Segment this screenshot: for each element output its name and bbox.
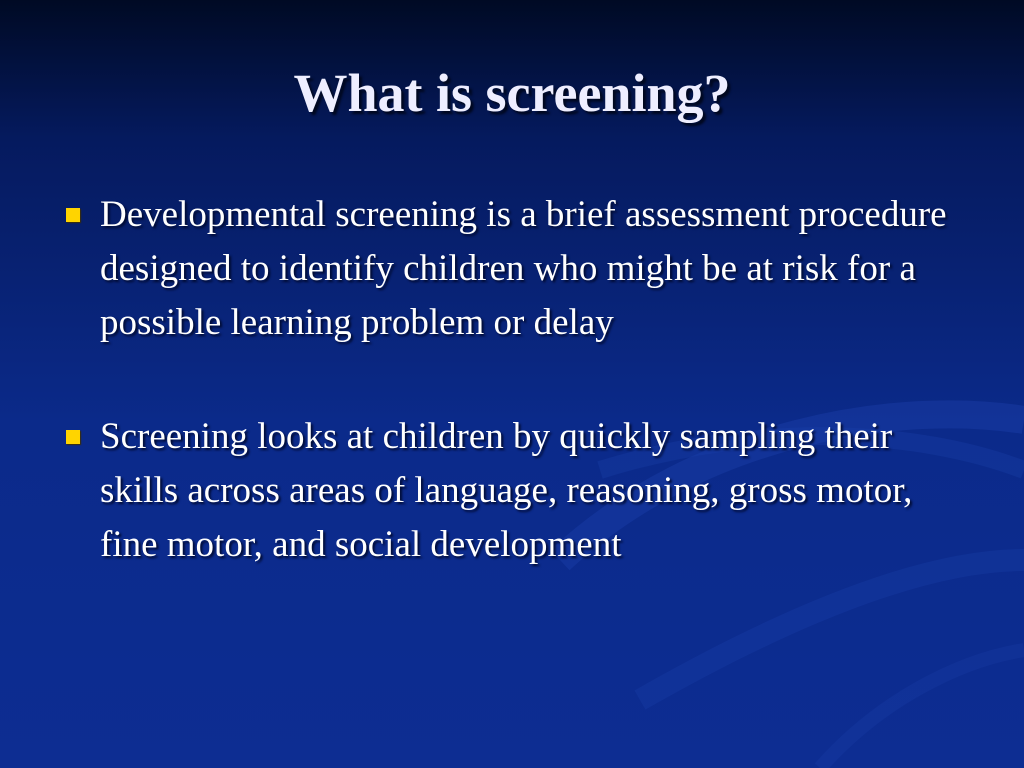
bullet-item <box>64 410 964 572</box>
bullet-list <box>64 188 964 572</box>
square-bullet-icon <box>66 208 80 222</box>
bullet-text: Developmental screening is a brief assessment procedure designed to identify children who might be at risk for a possible learning problem or delay <box>100 194 947 343</box>
square-bullet-icon <box>66 430 80 444</box>
bullet-item <box>64 188 964 350</box>
bullet-text: Screening looks at children by quickly sampling their skills across areas of language, reasoning, gross motor, fine motor, and social development <box>100 416 913 565</box>
slide-title: What is screening? <box>293 63 731 123</box>
